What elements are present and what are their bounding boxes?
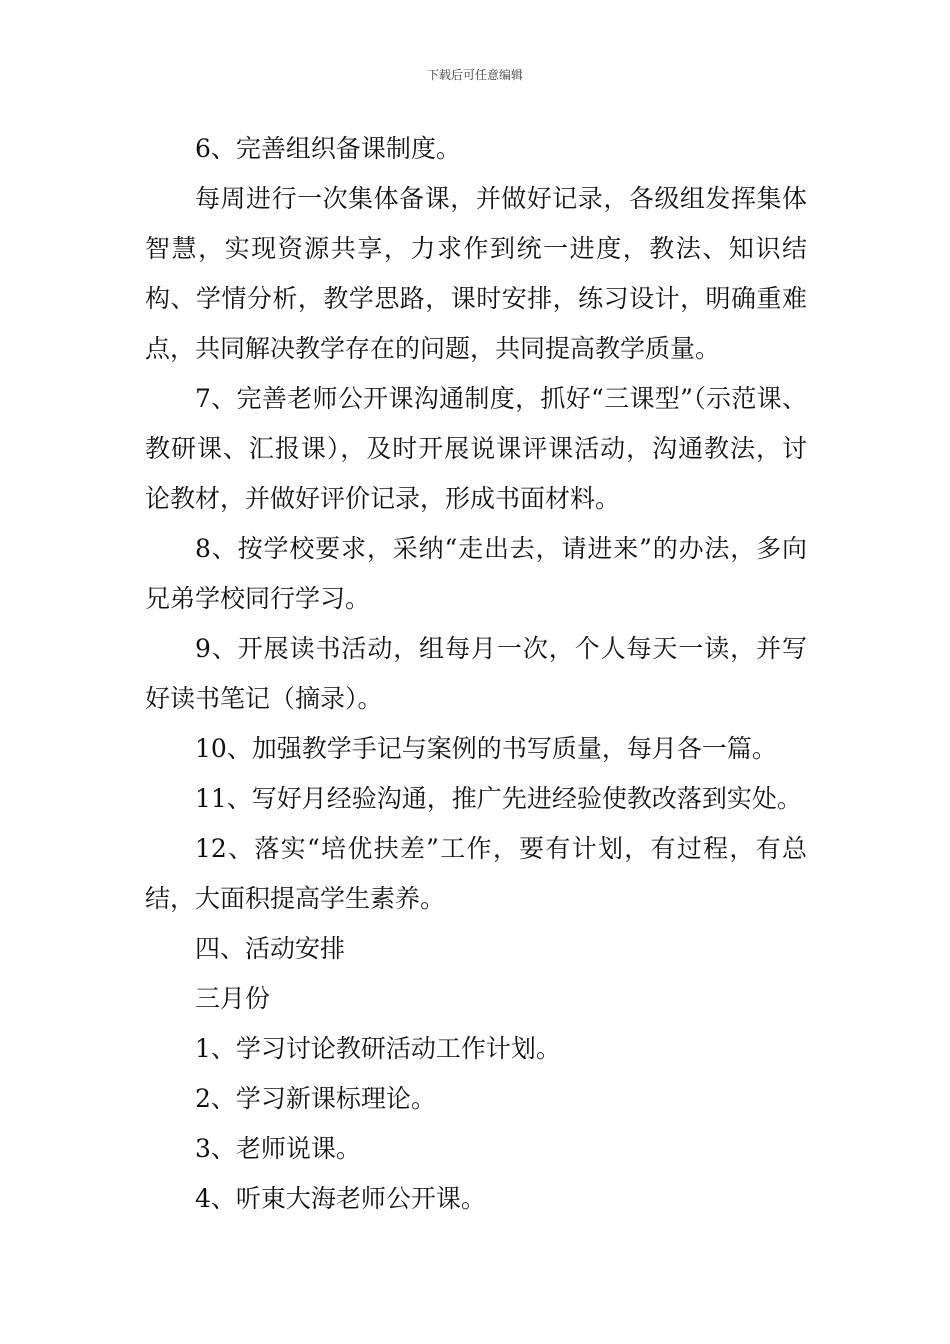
paragraph-item-9: 9、开展读书活动，组每月一次，个人每天一读，并写好读书笔记（摘录）。 bbox=[145, 634, 807, 713]
paragraph-item-8: 8、按学校要求，采纳“走出去，请进来”的办法，多向兄弟学校同行学习。 bbox=[145, 534, 807, 613]
list-item-4: 4、听東大海老师公开课。 bbox=[195, 1184, 486, 1213]
paragraph-item-11: 11、写好月经验沟通，推广先进经验使教改落到实处。 bbox=[195, 784, 802, 813]
paragraph-item-7: 7、完善老师公开课沟通制度，抓好“三课型”（示范课、教研课、汇报课），及时开展说课评课活动，沟通教法，讨论教材，并做好评价记录，形成书面材料。 bbox=[145, 384, 807, 513]
paragraph-weekly-prep: 每周进行一次集体备课，并做好记录，各级组发挥集体智慧，实现资源共享，力求作到统一进度，教法、知识结构、学情分析，教学思路，课时安排，练习设计，明确重难点，共同解决教学存在的问题，共同提高教学质量。 bbox=[145, 184, 807, 363]
paragraph-item-10: 10、加强教学手记与案例的书写质量，每月各一篇。 bbox=[195, 734, 777, 763]
list-item-1: 1、学习讨论教研活动工作计划。 bbox=[195, 1034, 561, 1063]
section-heading-activities: 四、活动安排 bbox=[195, 934, 346, 963]
list-item-2: 2、学习新课标理论。 bbox=[195, 1084, 436, 1113]
list-item-3: 3、老师说课。 bbox=[195, 1134, 361, 1163]
paragraph-item-12: 12、落实“培优扶差”工作，要有计划，有过程，有总结，大面积提高学生素养。 bbox=[145, 834, 807, 913]
month-heading-march: 三月份 bbox=[195, 984, 271, 1013]
page-header-note: 下载后可任意编辑 bbox=[426, 68, 523, 82]
document-body bbox=[145, 124, 807, 1224]
paragraph-item-6: 6、完善组织备课制度。 bbox=[195, 134, 461, 163]
